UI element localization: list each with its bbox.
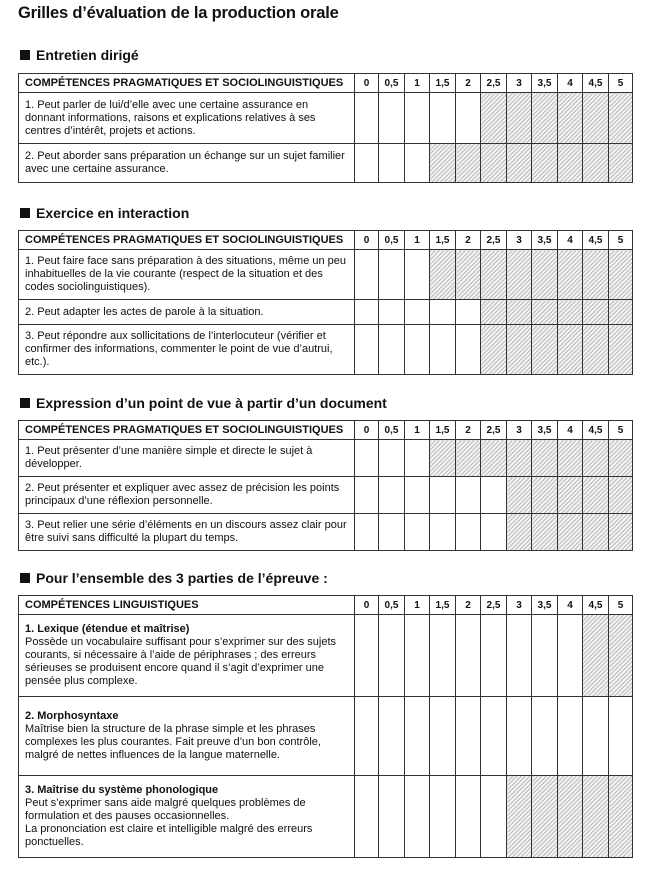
criterion-description <box>19 300 355 325</box>
score-cell[interactable] <box>558 615 583 697</box>
score-cell[interactable] <box>430 477 456 514</box>
score-column-header: 1,5 <box>430 421 456 440</box>
score-cell-disabled <box>456 144 481 183</box>
score-column-header: 1 <box>405 596 430 615</box>
criterion-text: Possède un vocabulaire suffisant pour s’exprimer sur des sujets courants, si nécessaire à l’aide de périphrases ; des erreurs sérieuses se produisent encore quand il s’agit d’exprimer une pensée plus complexe. <box>25 636 337 687</box>
score-cell-disabled <box>532 144 558 183</box>
score-cell-disabled <box>558 514 583 551</box>
score-column-header: 0 <box>355 231 379 250</box>
score-cell[interactable] <box>558 697 583 776</box>
score-cell[interactable] <box>379 325 405 375</box>
criterion-title: 3. Maîtrise du système phonologique <box>25 784 219 796</box>
score-cell[interactable] <box>379 514 405 551</box>
section-heading <box>20 205 189 221</box>
score-cell-disabled <box>583 300 609 325</box>
score-cell[interactable] <box>481 477 507 514</box>
score-cell-disabled <box>609 144 633 183</box>
score-cell-disabled <box>583 250 609 300</box>
criterion-description <box>19 440 355 477</box>
section-heading-text: Expression d’un point de vue à partir d’un document <box>36 395 387 411</box>
criterion-text: 1. Peut faire face sans préparation à des situations, même un peu inhabituelles de la vie courante (respect de la situation et des codes sociolinguistiques). <box>25 255 347 293</box>
criterion-description <box>19 697 355 776</box>
criterion-title: 1. Lexique (étendue et maîtrise) <box>25 623 190 635</box>
criterion-title: 2. Morphosyntaxe <box>25 710 119 722</box>
score-cell[interactable] <box>379 300 405 325</box>
score-cell[interactable] <box>379 144 405 183</box>
score-cell[interactable] <box>456 615 481 697</box>
score-cell-disabled <box>558 477 583 514</box>
score-cell-disabled <box>558 440 583 477</box>
score-column-header: 0 <box>355 421 379 440</box>
section-heading-text: Exercice en interaction <box>36 205 190 221</box>
score-cell-disabled <box>507 514 532 551</box>
square-bullet-icon <box>20 573 30 583</box>
score-cell[interactable] <box>379 697 405 776</box>
score-column-header: 4,5 <box>583 74 609 93</box>
score-column-header: 4,5 <box>583 231 609 250</box>
score-cell-disabled <box>507 300 532 325</box>
score-cell[interactable] <box>355 615 379 697</box>
score-cell[interactable] <box>355 250 379 300</box>
score-cell[interactable] <box>355 93 379 144</box>
score-cell-disabled <box>609 776 633 858</box>
score-cell-disabled <box>507 250 532 300</box>
score-cell[interactable] <box>456 776 481 858</box>
score-cell-disabled <box>558 300 583 325</box>
section-heading-text: Pour l’ensemble des 3 parties de l’épreuve : <box>36 570 328 586</box>
score-column-header: 3 <box>507 74 532 93</box>
score-cell-disabled <box>532 93 558 144</box>
score-cell[interactable] <box>405 93 430 144</box>
score-cell-disabled <box>532 250 558 300</box>
criterion-row <box>19 440 633 477</box>
score-column-header: 1,5 <box>430 231 456 250</box>
evaluation-grid <box>18 230 633 375</box>
score-cell-disabled <box>481 144 507 183</box>
score-cell-disabled <box>481 93 507 144</box>
score-cell-disabled <box>532 477 558 514</box>
score-cell[interactable] <box>379 440 405 477</box>
score-column-header: 2 <box>456 231 481 250</box>
score-column-header: 3 <box>507 596 532 615</box>
criterion-row <box>19 325 633 375</box>
score-column-header: 3,5 <box>532 421 558 440</box>
score-cell[interactable] <box>507 615 532 697</box>
criterion-text: 1. Peut présenter d’une manière simple et directe le sujet à développer. <box>25 445 313 470</box>
score-cell[interactable] <box>456 697 481 776</box>
score-cell[interactable] <box>355 300 379 325</box>
evaluation-grid <box>18 420 633 551</box>
score-cell-disabled <box>558 325 583 375</box>
grid-header-row <box>19 596 633 615</box>
criteria-column-header: COMPÉTENCES PRAGMATIQUES ET SOCIOLINGUISTIQUES <box>19 74 355 93</box>
criterion-text: 3. Peut relier une série d’éléments en un discours assez clair pour être suivi sans difficulté la plupart du temps. <box>25 519 347 544</box>
criterion-description <box>19 477 355 514</box>
score-cell[interactable] <box>379 477 405 514</box>
score-column-header: 0,5 <box>379 231 405 250</box>
score-cell-disabled <box>583 144 609 183</box>
criterion-text: Peut s’exprimer sans aide malgré quelques problèmes de formulation et des pauses occasionnelles. <box>25 797 306 822</box>
score-cell[interactable] <box>405 514 430 551</box>
score-cell[interactable] <box>532 615 558 697</box>
score-column-header: 3,5 <box>532 231 558 250</box>
score-cell-disabled <box>609 325 633 375</box>
score-cell[interactable] <box>355 776 379 858</box>
score-cell[interactable] <box>355 144 379 183</box>
score-column-header: 5 <box>609 596 633 615</box>
score-column-header: 2,5 <box>481 596 507 615</box>
score-cell[interactable] <box>481 514 507 551</box>
score-cell[interactable] <box>355 440 379 477</box>
grid-header-row <box>19 421 633 440</box>
score-column-header: 4,5 <box>583 421 609 440</box>
criterion-text: 2. Peut présenter et expliquer avec assez de précision les points principaux d’une réflexion personnelle. <box>25 482 340 507</box>
score-cell[interactable] <box>405 440 430 477</box>
score-column-header: 2 <box>456 596 481 615</box>
criterion-description <box>19 144 355 183</box>
score-cell-disabled <box>609 514 633 551</box>
score-cell-disabled <box>609 300 633 325</box>
score-column-header: 4 <box>558 421 583 440</box>
criterion-text: 1. Peut parler de lui/d’elle avec une certaine assurance en donnant informations, raisons et explications relatives à ses centres d’intérêt, projets et actions. <box>25 98 316 137</box>
score-cell-disabled <box>583 477 609 514</box>
score-column-header: 1 <box>405 421 430 440</box>
score-cell-disabled <box>481 300 507 325</box>
criterion-row <box>19 697 633 776</box>
score-cell[interactable] <box>379 250 405 300</box>
score-cell-disabled <box>609 250 633 300</box>
score-column-header: 2,5 <box>481 231 507 250</box>
score-cell-disabled <box>583 325 609 375</box>
section-heading-text: Entretien dirigé <box>36 47 139 63</box>
score-cell-disabled <box>481 325 507 375</box>
criteria-column-header: COMPÉTENCES LINGUISTIQUES <box>19 596 355 615</box>
score-cell[interactable] <box>405 776 430 858</box>
score-cell-disabled <box>558 144 583 183</box>
score-cell[interactable] <box>430 776 456 858</box>
criteria-column-header: COMPÉTENCES PRAGMATIQUES ET SOCIOLINGUISTIQUES <box>19 421 355 440</box>
score-cell-disabled <box>583 440 609 477</box>
evaluation-grid <box>18 595 633 858</box>
score-column-header: 2,5 <box>481 74 507 93</box>
score-cell[interactable] <box>430 93 456 144</box>
criterion-description <box>19 250 355 300</box>
score-cell-disabled <box>532 300 558 325</box>
score-cell-disabled <box>583 93 609 144</box>
score-cell[interactable] <box>430 325 456 375</box>
section-heading <box>20 395 387 411</box>
score-cell[interactable] <box>430 697 456 776</box>
score-cell[interactable] <box>355 697 379 776</box>
score-cell-disabled <box>558 250 583 300</box>
square-bullet-icon <box>20 50 30 60</box>
score-column-header: 0,5 <box>379 596 405 615</box>
criterion-description <box>19 514 355 551</box>
criterion-row <box>19 144 633 183</box>
score-cell[interactable] <box>430 615 456 697</box>
score-column-header: 1 <box>405 74 430 93</box>
criterion-text: 3. Peut répondre aux sollicitations de l’interlocuteur (vérifier et confirmer des informations, commenter le point de vue d’autrui, etc.). <box>25 330 333 368</box>
score-cell-disabled <box>430 144 456 183</box>
score-cell[interactable] <box>379 93 405 144</box>
score-cell[interactable] <box>405 250 430 300</box>
score-cell[interactable] <box>355 477 379 514</box>
score-column-header: 4,5 <box>583 596 609 615</box>
evaluation-grid <box>18 73 633 183</box>
score-column-header: 3,5 <box>532 596 558 615</box>
score-cell-disabled <box>558 93 583 144</box>
score-cell-disabled <box>507 325 532 375</box>
score-cell[interactable] <box>379 615 405 697</box>
criterion-description <box>19 615 355 697</box>
score-column-header: 3,5 <box>532 74 558 93</box>
criterion-row <box>19 93 633 144</box>
score-cell-disabled <box>507 93 532 144</box>
score-cell[interactable] <box>481 776 507 858</box>
score-cell-disabled <box>456 440 481 477</box>
score-cell-disabled <box>507 440 532 477</box>
score-cell-disabled <box>430 440 456 477</box>
score-cell[interactable] <box>481 615 507 697</box>
score-cell[interactable] <box>609 697 633 776</box>
score-column-header: 1 <box>405 231 430 250</box>
square-bullet-icon <box>20 398 30 408</box>
score-cell-disabled <box>609 615 633 697</box>
score-cell-disabled <box>609 440 633 477</box>
score-column-header: 3 <box>507 421 532 440</box>
score-column-header: 5 <box>609 421 633 440</box>
score-cell[interactable] <box>430 514 456 551</box>
criterion-row <box>19 776 633 858</box>
criterion-row <box>19 477 633 514</box>
score-cell[interactable] <box>355 325 379 375</box>
score-cell[interactable] <box>456 93 481 144</box>
section-heading <box>20 570 328 586</box>
score-column-header: 2 <box>456 421 481 440</box>
score-cell-disabled <box>583 615 609 697</box>
score-cell-disabled <box>532 514 558 551</box>
section-heading <box>20 47 139 63</box>
score-column-header: 4 <box>558 231 583 250</box>
score-column-header: 0 <box>355 74 379 93</box>
score-cell[interactable] <box>456 514 481 551</box>
score-cell[interactable] <box>379 776 405 858</box>
grid-header-row <box>19 231 633 250</box>
criterion-text: La prononciation est claire et intelligible malgré des erreurs ponctuelles. <box>25 823 313 848</box>
score-column-header: 4 <box>558 74 583 93</box>
score-cell-disabled <box>532 325 558 375</box>
score-cell-disabled <box>532 776 558 858</box>
score-cell[interactable] <box>405 477 430 514</box>
score-cell-disabled <box>583 776 609 858</box>
criterion-row <box>19 514 633 551</box>
criterion-text: 2. Peut adapter les actes de parole à la situation. <box>25 305 264 318</box>
criterion-text: 2. Peut aborder sans préparation un échange sur un sujet familier avec une certaine assurance. <box>25 150 345 175</box>
score-column-header: 0,5 <box>379 421 405 440</box>
score-column-header: 0 <box>355 596 379 615</box>
score-column-header: 1,5 <box>430 596 456 615</box>
criterion-row <box>19 250 633 300</box>
score-cell[interactable] <box>405 697 430 776</box>
criterion-row <box>19 300 633 325</box>
score-cell[interactable] <box>430 300 456 325</box>
page-title: Grilles d’évaluation de la production orale <box>18 4 339 22</box>
score-column-header: 5 <box>609 231 633 250</box>
score-cell[interactable] <box>532 697 558 776</box>
criterion-description <box>19 776 355 858</box>
score-cell[interactable] <box>481 697 507 776</box>
criterion-description <box>19 93 355 144</box>
score-cell-disabled <box>430 250 456 300</box>
score-cell[interactable] <box>405 300 430 325</box>
score-cell-disabled <box>481 440 507 477</box>
score-cell-disabled <box>609 477 633 514</box>
score-cell[interactable] <box>456 300 481 325</box>
score-cell[interactable] <box>355 514 379 551</box>
score-cell[interactable] <box>405 615 430 697</box>
score-cell[interactable] <box>583 697 609 776</box>
score-cell-disabled <box>558 776 583 858</box>
square-bullet-icon <box>20 208 30 218</box>
grid-header-row <box>19 74 633 93</box>
score-cell[interactable] <box>507 697 532 776</box>
score-cell-disabled <box>507 776 532 858</box>
criterion-text: Maîtrise bien la structure de la phrase simple et les phrases complexes les plus courantes. Fait preuve d’un bon contrôle, malgré de nettes influences de la langue maternelle. <box>25 723 321 761</box>
score-cell-disabled <box>456 250 481 300</box>
score-column-header: 3 <box>507 231 532 250</box>
score-column-header: 4 <box>558 596 583 615</box>
score-cell-disabled <box>507 144 532 183</box>
score-cell[interactable] <box>456 325 481 375</box>
score-column-header: 2 <box>456 74 481 93</box>
score-cell-disabled <box>532 440 558 477</box>
criteria-column-header: COMPÉTENCES PRAGMATIQUES ET SOCIOLINGUISTIQUES <box>19 231 355 250</box>
score-column-header: 2,5 <box>481 421 507 440</box>
score-column-header: 5 <box>609 74 633 93</box>
score-cell[interactable] <box>456 477 481 514</box>
score-cell-disabled <box>507 477 532 514</box>
score-column-header: 0,5 <box>379 74 405 93</box>
score-cell[interactable] <box>405 144 430 183</box>
score-cell[interactable] <box>405 325 430 375</box>
score-column-header: 1,5 <box>430 74 456 93</box>
score-cell-disabled <box>609 93 633 144</box>
criterion-description <box>19 325 355 375</box>
score-cell-disabled <box>481 250 507 300</box>
criterion-row <box>19 615 633 697</box>
score-cell-disabled <box>583 514 609 551</box>
